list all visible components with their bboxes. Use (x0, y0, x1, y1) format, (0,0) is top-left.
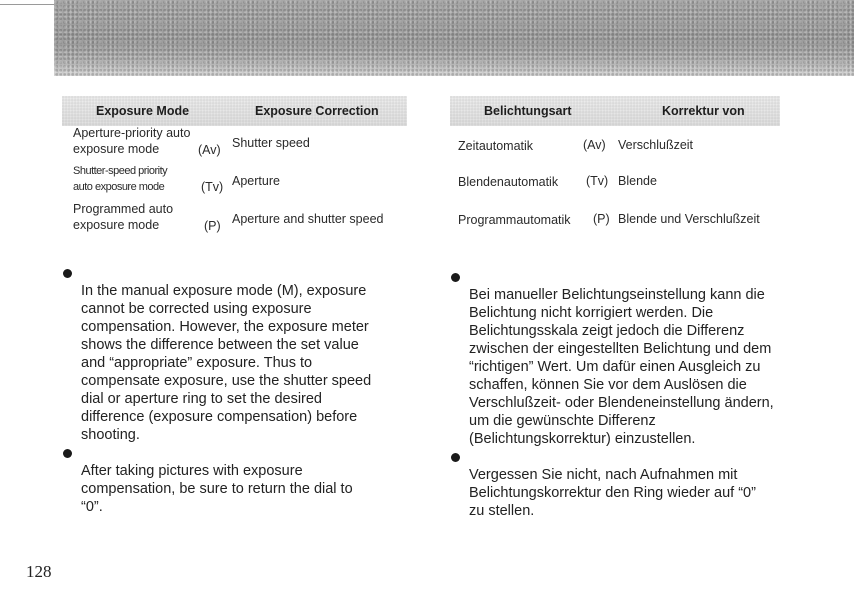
note-text: Bei manueller Belichtungseinstellung kann die Belichtung nicht korrigiert werden. Die Belichtungsskala zeigt jedoch die Differenz zwischen der eingestellten Belichtung und dem “richtigen” Wert. Um dafür einen Ausgleich zu schaffen, können Sie vor dem Auslösen die Verschlußzeit- oder Blendeneinstellung ändern, um die gewünschte Differenz (Belichtungskorrektur) einzustellen. (469, 287, 774, 447)
table-header (62, 96, 407, 126)
mode-abbr: (P) (204, 219, 221, 233)
header-belichtungsart: Belichtungsart (484, 104, 572, 118)
mode-text: Zeitautomatik (458, 139, 534, 153)
mode-abbr: (Av) (583, 138, 606, 152)
bullet-icon (63, 269, 72, 278)
header-exposure-mode: Exposure Mode (96, 104, 190, 118)
table-row (73, 125, 403, 159)
table-row (458, 138, 778, 156)
bullet-icon (451, 453, 460, 462)
header-band (54, 0, 854, 76)
table-row (73, 201, 408, 235)
note-text: After taking pictures with exposure compensation, be sure to return the dial to “0”. (81, 463, 353, 515)
correction-text: Blende und Verschlußzeit (618, 212, 760, 226)
list-item (62, 264, 412, 444)
notes-de (450, 268, 810, 520)
correction-text: Verschlußzeit (618, 138, 694, 152)
note-text: In the manual exposure mode (M), exposure cannot be corrected using exposure compensation. However, the exposure meter shows the difference between the set value and “appropriate” exposure. Thus to compensate exposure, use the shutter speed dial or aperture ring to set the desired difference (exposure compensation) before shooting. (81, 283, 372, 443)
mode-text: Aperture-priority auto exposure mode (73, 126, 191, 156)
note-text: Vergessen Sie nicht, nach Aufnahmen mit Belichtungskorrektur den Ring wieder auf “0” zu stellen. (469, 467, 756, 519)
mode-text: Blendenautomatik (458, 175, 559, 189)
exposure-table-de (450, 96, 780, 227)
mode-text: Programmautomatik (458, 213, 571, 227)
exposure-table-en (62, 96, 407, 233)
header-exposure-correction: Exposure Correction (255, 104, 379, 118)
correction-text: Aperture and shutter speed (232, 212, 384, 226)
notes-en (62, 264, 412, 516)
header-korrektur-von: Korrektur von (662, 104, 745, 118)
list-item (62, 444, 412, 516)
correction-text: Blende (618, 174, 657, 188)
table-header (450, 96, 780, 126)
list-item (450, 448, 810, 520)
page-number: 128 (26, 562, 52, 581)
correction-text: Aperture (232, 174, 280, 188)
bullet-icon (63, 449, 72, 458)
mode-text: Programmed auto exposure mode (73, 202, 174, 232)
mode-abbr: (Tv) (201, 180, 224, 194)
table-row (458, 174, 778, 192)
mode-abbr: (P) (593, 212, 610, 226)
correction-text: Shutter speed (232, 136, 310, 150)
table-row (73, 163, 403, 197)
mode-abbr: (Tv) (586, 174, 609, 188)
list-item (450, 268, 810, 448)
bullet-icon (451, 273, 460, 282)
mode-abbr: (Av) (198, 143, 221, 157)
mode-text: Shutter-speed priority auto exposure mode (73, 165, 168, 193)
table-row (458, 212, 783, 230)
